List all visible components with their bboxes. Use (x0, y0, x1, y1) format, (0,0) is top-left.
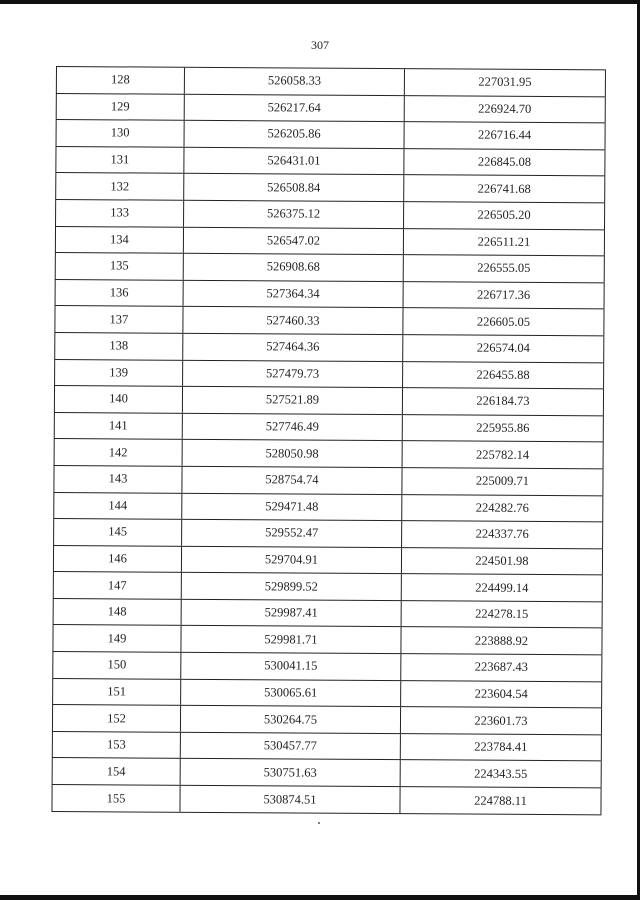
x-coordinate-cell: 526908.68 (183, 254, 403, 281)
point-number-cell: 131 (55, 147, 183, 173)
table-row (56, 119, 606, 149)
x-coordinate-cell: 530751.63 (180, 759, 400, 786)
point-number-cell: 136 (55, 280, 183, 306)
x-coordinate-cell: 529471.48 (181, 493, 401, 520)
y-coordinate-cell: 223784.41 (400, 734, 602, 761)
y-coordinate-cell: 226605.05 (402, 308, 604, 335)
scan-speck (318, 822, 320, 824)
x-coordinate-cell: 527746.49 (182, 413, 402, 440)
y-coordinate-cell: 226184.73 (402, 388, 604, 415)
coordinates-table (51, 66, 606, 815)
table-row (55, 226, 605, 256)
table-row (56, 66, 606, 96)
x-coordinate-cell: 526217.64 (184, 94, 404, 121)
point-number-cell: 142 (54, 439, 182, 465)
x-coordinate-cell: 529899.52 (181, 573, 401, 600)
x-coordinate-cell: 526431.01 (183, 148, 403, 175)
point-number-cell: 137 (54, 306, 182, 332)
x-coordinate-cell: 526508.84 (183, 174, 403, 201)
x-coordinate-cell: 530264.75 (180, 706, 400, 733)
table-row (53, 465, 603, 495)
x-coordinate-cell: 526205.86 (184, 121, 404, 148)
point-number-cell: 130 (56, 120, 184, 146)
y-coordinate-cell: 226511.21 (403, 229, 605, 256)
y-coordinate-cell: 225009.71 (401, 468, 603, 495)
table-row (55, 252, 605, 282)
table-row (52, 651, 602, 681)
y-coordinate-cell: 226574.04 (402, 335, 604, 362)
x-coordinate-cell: 528754.74 (181, 467, 401, 494)
y-coordinate-cell: 224278.15 (401, 601, 603, 628)
point-number-cell: 151 (52, 679, 180, 705)
y-coordinate-cell: 223888.92 (400, 628, 602, 655)
table-row (52, 731, 602, 761)
x-coordinate-cell: 527479.73 (182, 360, 402, 387)
x-coordinate-cell: 527460.33 (182, 307, 402, 334)
table-row (52, 678, 602, 708)
y-coordinate-cell: 224343.55 (400, 761, 602, 788)
point-number-cell: 134 (55, 227, 183, 253)
x-coordinate-cell: 528050.98 (182, 440, 402, 467)
point-number-cell: 147 (53, 572, 181, 598)
x-coordinate-cell: 526375.12 (183, 201, 403, 228)
point-number-cell: 152 (52, 705, 180, 731)
table-row (55, 279, 605, 309)
y-coordinate-cell: 224282.76 (401, 495, 603, 522)
x-coordinate-cell: 529704.91 (181, 546, 401, 573)
point-number-cell: 143 (53, 466, 181, 492)
table-row (51, 784, 601, 815)
table-row (55, 172, 605, 202)
point-number-cell: 153 (52, 732, 180, 758)
x-coordinate-cell: 527521.89 (182, 387, 402, 414)
x-coordinate-cell: 530065.61 (180, 679, 400, 706)
y-coordinate-cell: 226555.05 (403, 255, 605, 282)
point-number-cell: 138 (54, 333, 182, 359)
point-number-cell: 148 (53, 599, 181, 625)
table-row (53, 491, 603, 521)
point-number-cell: 155 (51, 785, 179, 812)
x-coordinate-cell: 526547.02 (183, 227, 403, 254)
table-row (54, 438, 604, 468)
y-coordinate-cell: 223687.43 (400, 654, 602, 681)
x-coordinate-cell: 529987.41 (181, 600, 401, 627)
x-coordinate-cell: 526058.33 (184, 68, 404, 95)
point-number-cell: 154 (52, 758, 180, 784)
table-row (54, 332, 604, 362)
point-number-cell: 128 (56, 67, 184, 93)
y-coordinate-cell: 226716.44 (404, 122, 606, 149)
table-row (52, 624, 602, 654)
table-row (53, 571, 603, 601)
y-coordinate-cell: 226455.88 (402, 362, 604, 389)
x-coordinate-cell: 530041.15 (180, 653, 400, 680)
y-coordinate-cell: 226924.70 (404, 96, 606, 123)
y-coordinate-cell: 226505.20 (403, 202, 605, 229)
y-coordinate-cell: 224499.14 (401, 574, 603, 601)
x-coordinate-cell: 527364.34 (183, 281, 403, 308)
point-number-cell: 140 (54, 386, 182, 412)
y-coordinate-cell: 225782.14 (402, 441, 604, 468)
point-number-cell: 132 (55, 173, 183, 199)
point-number-cell: 145 (53, 519, 181, 545)
table-row (53, 598, 603, 628)
y-coordinate-cell: 223601.73 (400, 707, 602, 734)
page-number: 307 (311, 38, 329, 52)
table-row (54, 359, 604, 389)
point-number-cell: 144 (53, 492, 181, 518)
x-coordinate-cell: 529552.47 (181, 520, 401, 547)
table-row (52, 757, 602, 787)
y-coordinate-cell: 223604.54 (400, 681, 602, 708)
point-number-cell: 133 (55, 200, 183, 226)
point-number-cell: 139 (54, 360, 182, 386)
point-number-cell: 135 (55, 253, 183, 279)
y-coordinate-cell: 226717.36 (403, 282, 605, 309)
point-number-cell: 146 (53, 546, 181, 572)
point-number-cell: 141 (54, 413, 182, 439)
y-coordinate-cell: 224501.98 (401, 548, 603, 575)
x-coordinate-cell: 527464.36 (182, 334, 402, 361)
point-number-cell: 149 (52, 625, 180, 651)
table-row (53, 518, 603, 548)
table-row (53, 545, 603, 575)
y-coordinate-cell: 224788.11 (399, 787, 601, 814)
table-row (56, 93, 606, 123)
y-coordinate-cell: 225955.86 (402, 415, 604, 442)
table-row (52, 704, 602, 734)
scan-edge-bottom (0, 895, 640, 900)
y-coordinate-cell: 226845.08 (403, 149, 605, 176)
point-number-cell: 129 (56, 94, 184, 120)
point-number-cell: 150 (52, 652, 180, 678)
table-row (55, 146, 605, 176)
y-coordinate-cell: 226741.68 (403, 175, 605, 202)
table-row (54, 385, 604, 415)
x-coordinate-cell: 529981.71 (180, 626, 400, 653)
x-coordinate-cell: 530874.51 (179, 786, 399, 813)
table-row (55, 199, 605, 229)
scan-edge-top (0, 0, 640, 4)
y-coordinate-cell: 227031.95 (404, 69, 606, 96)
table-row (54, 305, 604, 335)
x-coordinate-cell: 530457.77 (180, 733, 400, 760)
table-row (54, 412, 604, 442)
y-coordinate-cell: 224337.76 (401, 521, 603, 548)
